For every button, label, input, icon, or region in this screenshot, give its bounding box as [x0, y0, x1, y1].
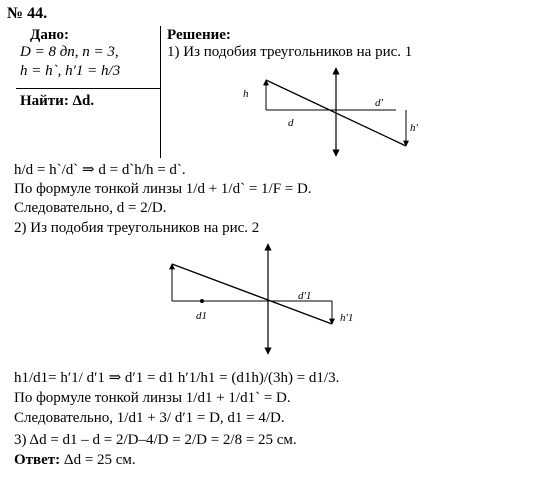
equation-5: По формуле тонкой линзы 1/d1 + 1/d1` = D. [14, 390, 291, 406]
figure-1 [240, 64, 420, 164]
step-2-text: 2) Из подобия треугольников на рис. 2 [14, 220, 260, 236]
answer-value: Δd = 25 см. [60, 452, 136, 468]
given-divider-vertical [160, 26, 161, 158]
figure-2 [160, 238, 360, 358]
solution-heading: Решение: [167, 27, 231, 43]
equation-4: h1/d1= h′1/ d′1 ⇒ d′1 = d1 h′1/h1 = (d1h)/(3h) = d1/3. [14, 370, 340, 386]
fig1-label-d-prime: d′ [375, 97, 383, 109]
fig2-label-d1: d1 [196, 310, 207, 322]
equation-7: 3) Δd = d1 – d = 2/D–4/D = 2/D = 2/8 = 25 см. [14, 432, 297, 448]
equation-3: Следовательно, d = 2/D. [14, 200, 167, 216]
equation-2: По формуле тонкой линзы 1/d + 1/d` = 1/F = D. [14, 181, 312, 197]
given-line-2: h = h`, h′1 = h/3 [20, 63, 121, 79]
find-label: Найти: Δd. [20, 93, 95, 109]
fig1-label-d: d [288, 117, 294, 129]
fig2-label-h1-prime: h′1 [340, 312, 354, 324]
given-heading: Дано: [30, 27, 69, 43]
problem-number: № 44. [7, 5, 48, 22]
equation-1: h/d = h`/d` ⇒ d = d`h/h = d`. [14, 162, 186, 178]
given-line-1: D = 8 дп, n = 3, [20, 44, 119, 60]
given-divider-horizontal [16, 88, 160, 89]
focus-point [200, 299, 204, 303]
fig1-label-h: h [243, 88, 249, 100]
fig2-label-d1-prime: d′1 [298, 290, 312, 302]
answer-label: Ответ: [14, 452, 61, 468]
step-1-text: 1) Из подобия треугольников на рис. 1 [167, 44, 413, 60]
fig1-label-h-prime: h′ [410, 122, 418, 134]
answer [14, 452, 136, 469]
equation-6: Следовательно, 1/d1 + 3/ d′1 = D, d1 = 4/D. [14, 410, 285, 426]
